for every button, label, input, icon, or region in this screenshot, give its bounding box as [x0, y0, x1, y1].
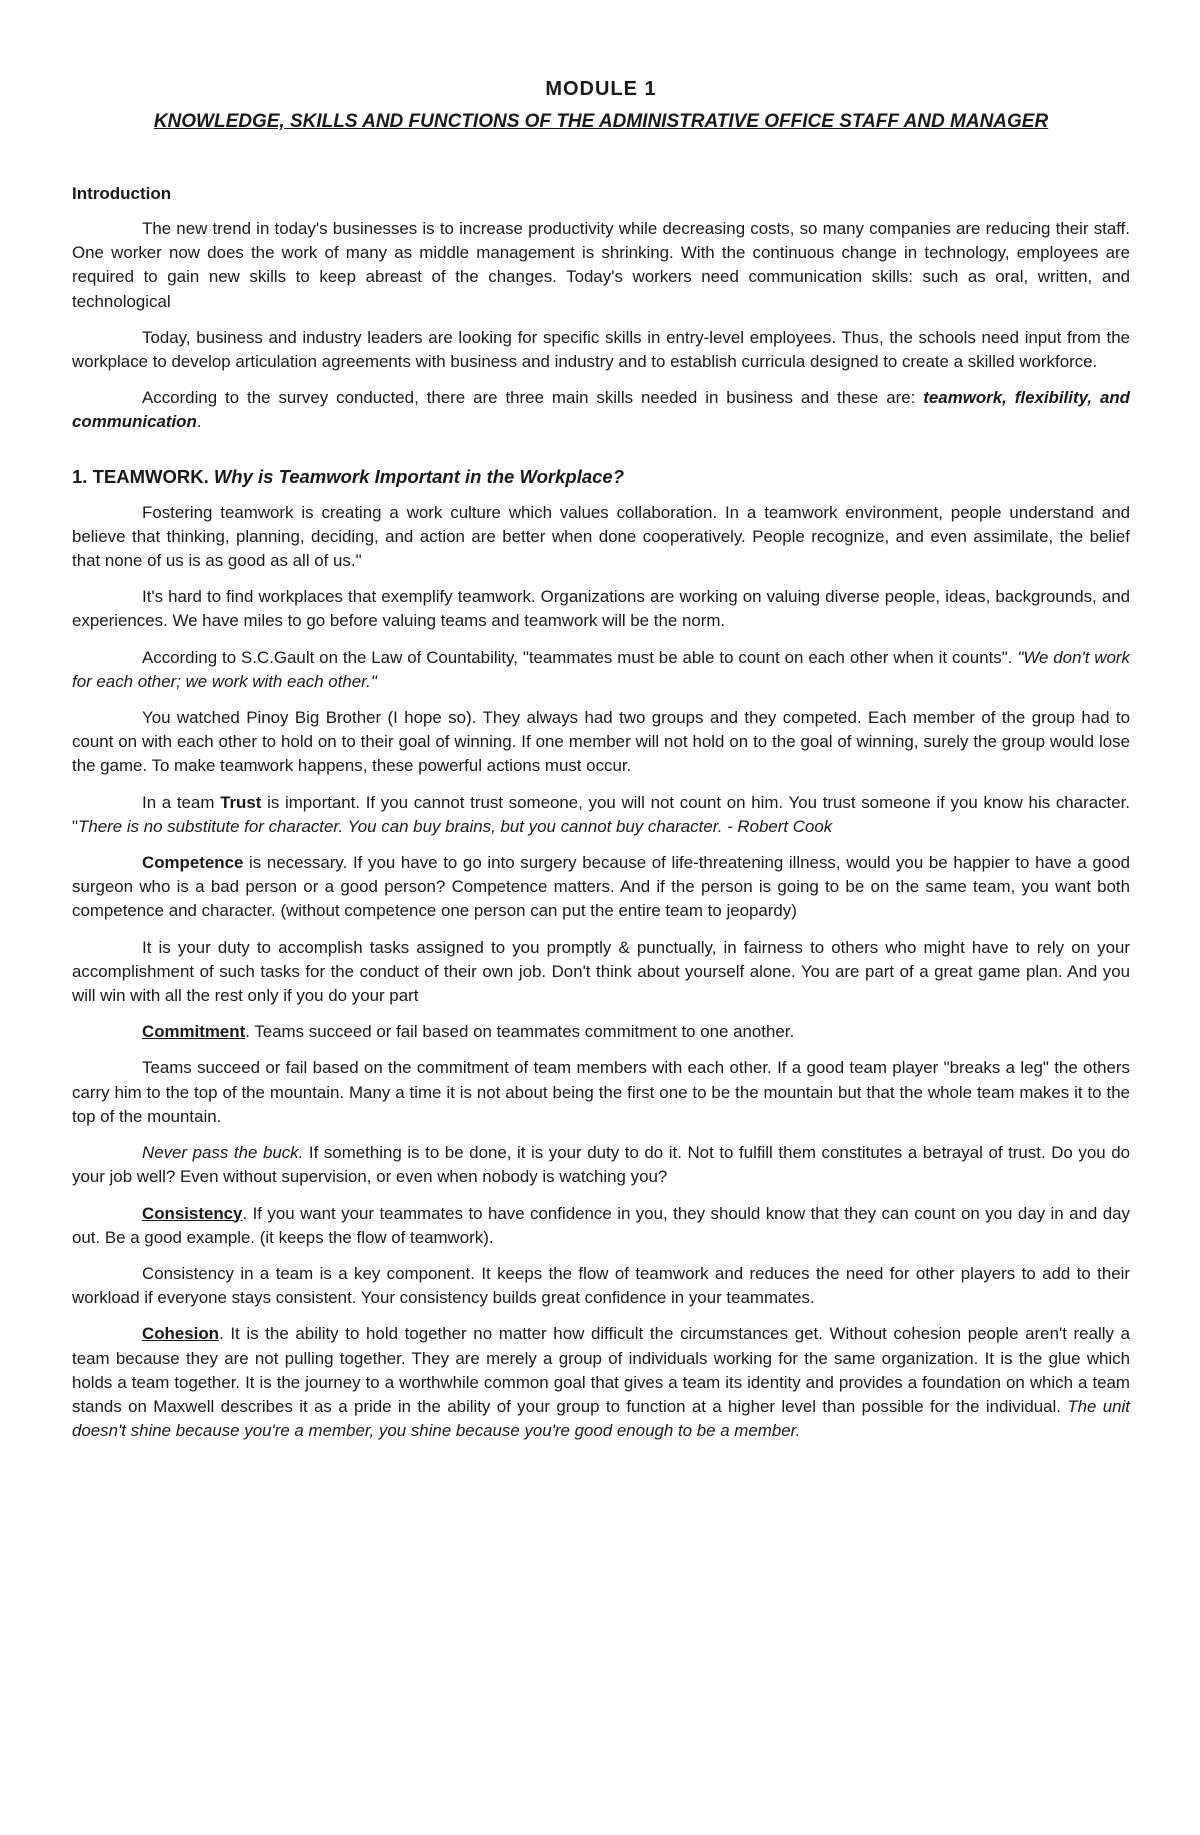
commitment-paragraph-2: Teams succeed or fail based on the commitment of team members with each other. If a good team player "breaks a leg" the others carry him to the top of the mountain. Many a time it is not about being the first one to be the mountain but that the whole team makes it to the top of the mountain.: [72, 1058, 1130, 1126]
gault-text: According to S.C.Gault on the Law of Countability, "teammates must be able to count on each other when it counts".: [142, 647, 1018, 667]
consistency-text: . If you want your teammates to have confidence in you, they should know that they can count on you day in and day out. Be a good example. (it keeps the flow of teamwork).: [72, 1203, 1130, 1247]
never-pass-buck-phrase: Never pass the buck.: [142, 1143, 304, 1163]
intro-p3-text: According to the survey conducted, there are three main skills needed in business and these are:: [142, 388, 924, 408]
main-skills-list: teamwork, flexibility, and communication: [72, 388, 1130, 432]
trust-quote: There is no substitute for character. You can buy brains, but you cannot buy character. - Robert Cook: [78, 816, 833, 836]
module-number: MODULE 1: [545, 78, 657, 100]
module-title: KNOWLEDGE, SKILLS AND FUNCTIONS OF THE ADMINISTRATIVE OFFICE STAFF AND MANAGER: [153, 111, 1049, 132]
cohesion-paragraph: [72, 1322, 1130, 1443]
commitment-text: . Teams succeed or fail based on teammates commitment to one another.: [245, 1022, 795, 1042]
trust-paragraph: [72, 791, 1130, 839]
competence-paragraph: [72, 851, 1130, 924]
intro-paragraph-2: Today, business and industry leaders are looking for specific skills in entry-level employees. Thus, the schools need input from the workplace to develop articulation agreements with business and industry and to establish curricula designed to create a skilled workforce.: [72, 327, 1130, 372]
cohesion-term: Cohesion: [142, 1324, 219, 1344]
teamwork-paragraph-3: [72, 646, 1130, 694]
duty-paragraph: It is your duty to accomplish tasks assigned to you promptly & punctually, in fairness to others who might have to rely on your accomplishment of such tasks for the conduct of their own job. Don't think about yourself alone. You are part of a great game plan. And you will win with all the rest only if you do your part: [72, 937, 1130, 1006]
intro-paragraph-3: [72, 386, 1130, 434]
commitment-paragraph: [72, 1020, 1130, 1044]
teamwork-heading: [72, 465, 1130, 489]
consistency-term: Consistency: [142, 1203, 243, 1223]
cohesion-quote: The unit doesn't shine because you're a member, you shine because you're good enough to be a member.: [72, 1396, 1130, 1441]
never-pass-buck-text: If something is to be done, it is your duty to do it. Not to fulfill them constitutes a betrayal of trust. Do you do your job well? Even without supervision, or even when nobody is watching you?: [72, 1143, 1131, 1187]
intro-p3-end: .: [196, 412, 202, 432]
teamwork-heading-sep: .: [203, 465, 214, 487]
teamwork-paragraph-4: You watched Pinoy Big Brother (I hope so). They always had two groups and they competed. Each member of the group had to count on with each other to hold on to their goal of winning. If one member will not hold on to the goal of winning, surely the group would lose the game. To make teamwork happens, these powerful actions must occur.: [72, 708, 1130, 776]
introduction-heading: Introduction: [72, 184, 172, 203]
cohesion-text: . It is the ability to hold together no matter how difficult the circumstances get. Without cohesion people aren't really a team because they are not pulling together. They are merely a group of individuals working for the same organization. It is the glue which holds a team together. It is the journey to a worthwhile common goal that gives a team its identity and provides a foundation on which a team stands on Maxwell describes it as a pride in the ability of your group to function at a higher level than possible for the individual.: [72, 1324, 1130, 1416]
trust-pre: In a team: [142, 792, 221, 812]
teamwork-heading-question: Why is Teamwork Important in the Workplace?: [213, 465, 624, 487]
consistency-paragraph: [72, 1202, 1130, 1250]
intro-paragraph-1: The new trend in today's businesses is to increase productivity while decreasing costs, so many companies are reducing their staff. One worker now does the work of many as middle management is shrinking. With the continuous change in technology, employees are required to gain new skills to keep abreast of the changes. Today's workers need communication skills: such as oral, written, and technological: [72, 219, 1130, 311]
never-pass-buck-paragraph: [72, 1141, 1130, 1189]
gault-quote: "We don't work for each other; we work with each other.": [72, 647, 1130, 691]
trust-term: Trust: [220, 792, 262, 812]
trust-text: is important. If you cannot trust someone, you will not count on him. You trust someone if you know his character. ": [72, 792, 1131, 836]
commitment-term: Commitment: [142, 1022, 246, 1042]
teamwork-heading-number: 1. TEAMWORK: [72, 465, 204, 487]
competence-text: is necessary. If you have to go into surgery because of life-threatening illness, would you be happier to have a good surgeon who is a bad person or a good person? Competence matters. And if the person is going to be on the same team, you want both competence and character. (without competence one person can put the entire team to jeopardy): [72, 853, 1130, 921]
teamwork-paragraph-1: Fostering teamwork is creating a work culture which values collaboration. In a teamwork environment, people understand and believe that thinking, planning, deciding, and action are better when done cooperatively. People recognize, and even assimilate, the belief that none of us is as good as all of us.": [72, 502, 1130, 571]
competence-term: Competence: [142, 853, 244, 873]
consistency-paragraph-2: Consistency in a team is a key component. It keeps the flow of teamwork and reduces the need for other players to add to their workload if everyone stays consistent. Your consistency builds great confidence in your teammates.: [72, 1263, 1130, 1308]
teamwork-paragraph-2: It's hard to find workplaces that exemplify teamwork. Organizations are working on valuing diverse people, ideas, backgrounds, and experiences. We have miles to go before valuing teams and teamwork will be the norm.: [72, 587, 1130, 631]
